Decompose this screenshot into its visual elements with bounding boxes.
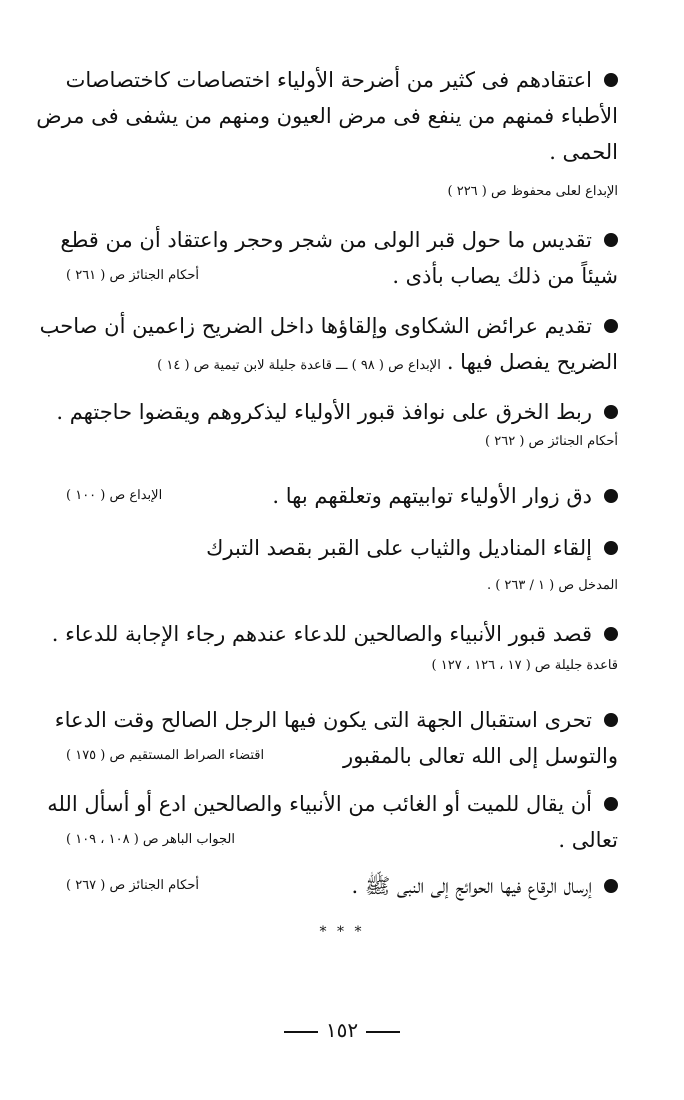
entry-line: الحمى . <box>549 140 618 164</box>
list-item <box>66 478 618 514</box>
citation: أحكام الجنائز ص ( ٢٦٧ ) <box>66 878 199 893</box>
entry-line: إلقاء المناديل والثياب على القبر بقصد التبرك <box>66 530 618 566</box>
entry-line: أن يقال للميت أو الغائب من الأنبياء والصالحين ادع أو أسأل الله <box>66 786 618 822</box>
entry-line: اعتقادهم فى كثير من أضرحة الأولياء اختصاصات كاختصاصات <box>66 62 618 98</box>
entry-line: الضريح يفصل فيها .الإبداع ص ( ٩٨ ) ـــ قاعدة جليلة لابن تيمية ص ( ١٤ ) <box>157 350 618 374</box>
citation: الإبداع ص ( ١٠٠ ) <box>66 488 163 503</box>
bullet-icon <box>604 319 618 333</box>
entry-line: ربط الخرق على نوافذ قبور الأولياء ليذكروهم ويقضوا حاجتهم . <box>66 394 618 430</box>
citation: أحكام الجنائز ص ( ٢٦١ ) <box>66 268 199 283</box>
list-item <box>47 786 618 858</box>
citation: الجواب الباهر ص ( ١٠٨ ، ١٠٩ ) <box>66 832 235 847</box>
bullet-icon <box>604 405 618 419</box>
citation: الإبداع ص ( ٩٨ ) ـــ قاعدة جليلة لابن تيمية ص ( ١٤ ) <box>157 358 441 373</box>
entry-line: تحرى استقبال الجهة التى يكون فيها الرجل الصالح وقت الدعاء <box>66 702 618 738</box>
bullet-icon <box>604 489 618 503</box>
entry-line: تقديم عرائض الشكاوى وإلقاؤها داخل الضريح زاعمين أن صاحب <box>66 308 618 344</box>
list-item <box>60 222 618 294</box>
dash-decoration <box>366 1031 400 1033</box>
list-item <box>51 616 618 678</box>
entry-line: شيئاً من ذلك يصاب بأذى . أحكام الجنائز ص ( ٢٦١ ) <box>66 258 618 294</box>
entry-line: قصد قبور الأنبياء والصالحين للدعاء عندهم رجاء الإجابة للدعاء . <box>66 616 618 652</box>
list-item <box>36 62 618 204</box>
citation: أحكام الجنائز ص ( ٢٦٢ ) <box>485 434 618 449</box>
entry-line: تعالى . الجواب الباهر ص ( ١٠٨ ، ١٠٩ ) <box>66 822 618 858</box>
bullet-icon <box>604 713 618 727</box>
entry-line: الأطباء فمنهم من ينفع فى مرض العيون ومنهم من يشفى فى مرض <box>36 104 618 128</box>
bullet-icon <box>604 73 618 87</box>
bullet-icon <box>604 233 618 247</box>
list-item <box>66 530 618 598</box>
bullet-icon <box>604 627 618 641</box>
section-separator: * * * <box>319 924 365 940</box>
citation: قاعدة جليلة ص ( ١٧ ، ١٢٦ ، ١٢٧ ) <box>431 658 618 673</box>
list-item <box>39 308 618 380</box>
list-item <box>56 394 618 454</box>
citation: اقتضاء الصراط المستقيم ص ( ١٧٥ ) <box>66 748 265 763</box>
bullet-icon <box>604 797 618 811</box>
dash-decoration <box>284 1031 318 1033</box>
list-item <box>66 868 618 904</box>
citation: المدخل ص ( ١ / ٢٦٣ ) . <box>486 578 618 593</box>
bullet-icon <box>604 541 618 555</box>
bullet-icon <box>604 879 618 893</box>
entry-line: تقديس ما حول قبر الولى من شجر وحجر واعتقاد أن من قطع <box>66 222 618 258</box>
entry-line: دق زوار الأولياء توابيتهم وتعلقهم بها . الإبداع ص ( ١٠٠ ) <box>66 478 618 514</box>
citation: الإبداع لعلى محفوظ ص ( ٢٢٦ ) <box>447 184 618 199</box>
page-number: ١٥٢ <box>0 1018 684 1042</box>
entry-line: إرسال الرقاع فيها الحوائج إلى النبى ﷺ . أحكام الجنائز ص ( ٢٦٧ ) <box>66 868 618 904</box>
entry-line: والتوسل إلى الله تعالى بالمقبور اقتضاء الصراط المستقيم ص ( ١٧٥ ) <box>66 738 618 774</box>
list-item <box>54 702 618 774</box>
